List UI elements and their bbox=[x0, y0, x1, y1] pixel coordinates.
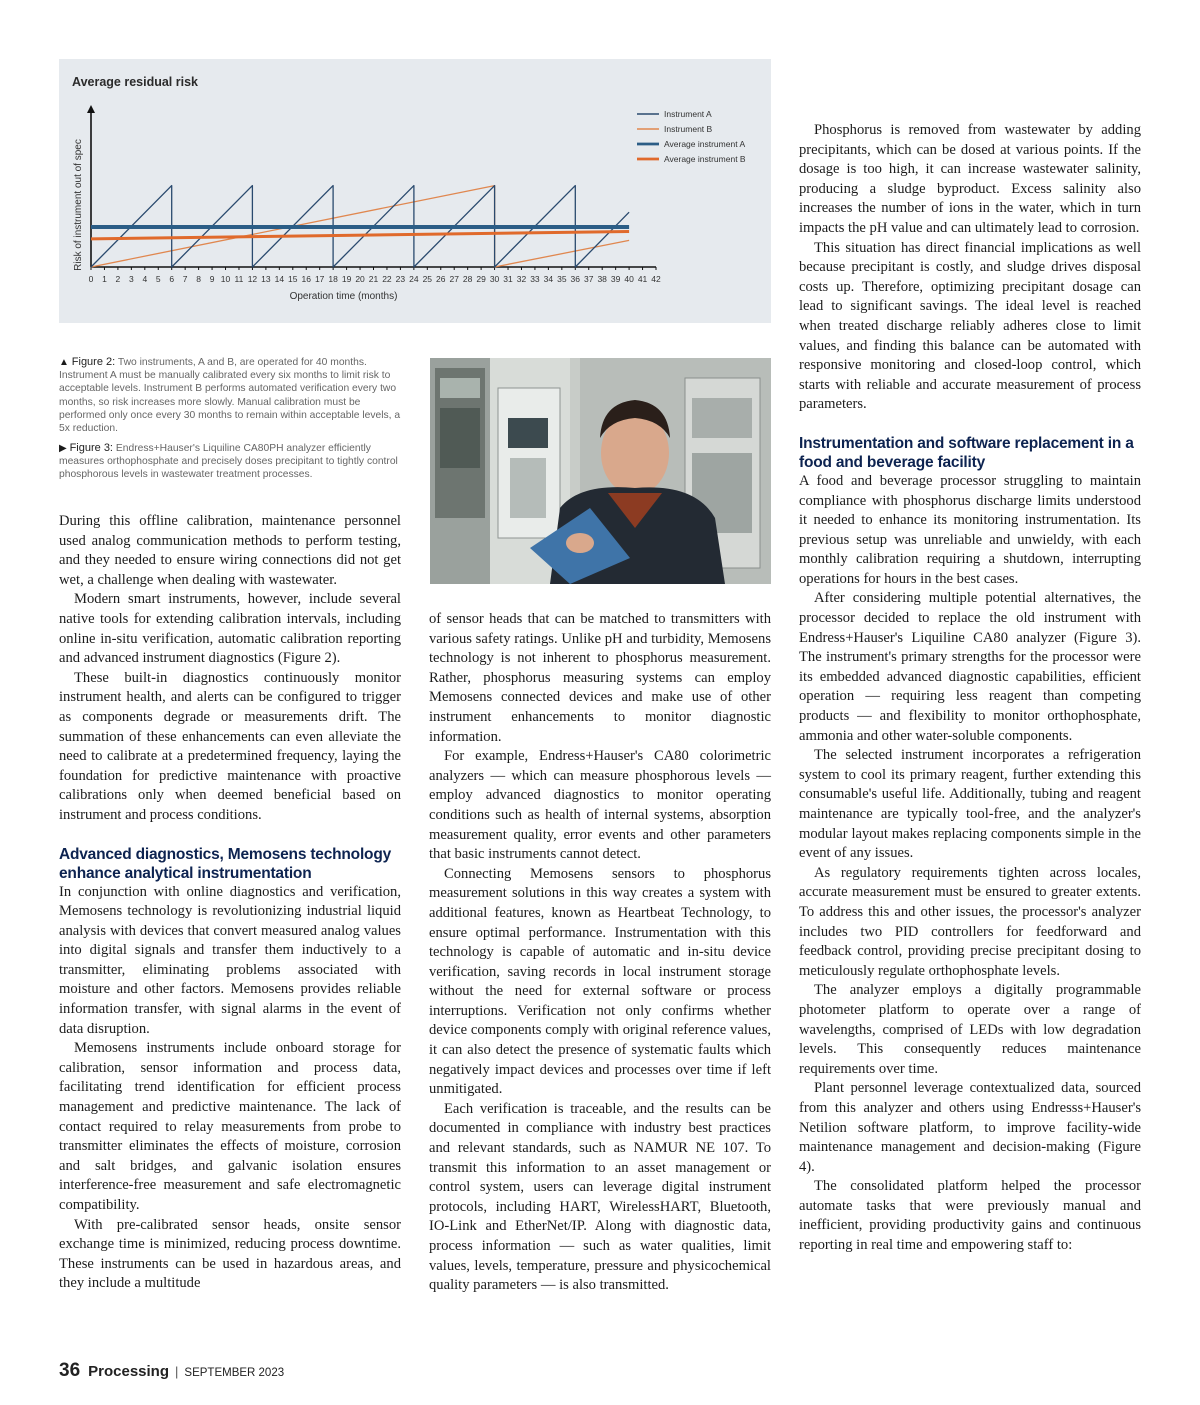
x-tick-label: 6 bbox=[169, 274, 175, 284]
paragraph: Memosens instruments include onboard storage for calibration, sensor information and process data, facilitating trend identification for efficient process management and predictive maintenance. The lack of contact required to relay measurements from probe to transmitter eliminates the effects of moisture, corrosion and salt bridges, and galvanic isolation ensures interference-free measurement and safe electromagnetic compatibility. bbox=[59, 1040, 401, 1213]
x-tick-label: 4 bbox=[142, 274, 148, 284]
column-1 bbox=[59, 512, 401, 1294]
paragraph: Connecting Memosens sensors to phosphorus measurement solutions in this way creates a system with additional features, known as Heartbeat Technology, to ensure optimal performance. Instrumentation with this technology is capable of automatic and in-situ device verification, saving records in local instrument storage without the need for external software or process interruptions. Verification not only confirms whether device components comply with original reference values, it can also detect the presence of systematic faults which negatively impact devices and processes over time if left unmitigated. bbox=[429, 865, 771, 1098]
x-tick-label: 0 bbox=[88, 274, 94, 284]
x-tick-label: 38 bbox=[597, 274, 607, 284]
triangle-up-icon: ▲ bbox=[59, 357, 69, 368]
x-tick-label: 27 bbox=[449, 274, 459, 284]
legend-label: Instrument B bbox=[664, 124, 713, 134]
x-tick-label: 3 bbox=[128, 274, 134, 284]
paragraph: Each verification is traceable, and the results can be documented in compliance with industry best practices and relevant standards, such as NAMUR NE 107. To transmit this information to an asset management or control system, users can leverage digital instrument protocols, including HART, WirelessHART, Bluetooth, IO-Link and EtherNet/IP. Along with diagnostic data, process information — such as water qualities, limit values, levels, temperature, pressure and physicochemical quality parameters — is also transmitted. bbox=[429, 1100, 771, 1294]
footer-separator: | bbox=[175, 1364, 179, 1379]
paragraph: With pre-calibrated sensor heads, onsite sensor exchange time is minimized, reducing process downtime. These instruments can be used in hazardous areas, and they include a multitude bbox=[59, 1216, 401, 1292]
x-tick-label: 37 bbox=[584, 274, 594, 284]
x-tick-label: 10 bbox=[220, 274, 231, 284]
x-tick-label: 40 bbox=[624, 274, 634, 284]
y-axis-arrow-icon bbox=[87, 105, 95, 113]
x-tick-label: 20 bbox=[355, 274, 365, 284]
paragraph: A food and beverage processor struggling to maintain compliance with phosphorus discharge limits understood it needed to enhance its monitoring instrumentation. Its previous setup was unreliable and unwieldy, with each monthly calibration requiring a shutdown, interrupting operations for hours in the best cases. bbox=[799, 472, 1141, 587]
x-tick-label: 36 bbox=[570, 274, 581, 284]
x-tick-label: 24 bbox=[409, 274, 419, 284]
x-tick-label: 1 bbox=[102, 274, 107, 284]
x-tick-label: 29 bbox=[476, 274, 486, 284]
x-tick-label: 7 bbox=[182, 274, 188, 284]
paragraph: For example, Endress+Hauser's CA80 colorimetric analyzers — which can measure phosphorous levels — employ advanced diagnostics to monitor operating conditions such as health of internal systems, absorption measurement quality, error events and other parameters that basic instruments cannot detect. bbox=[429, 748, 771, 863]
x-tick-label: 32 bbox=[516, 274, 527, 284]
x-tick-label: 18 bbox=[328, 274, 338, 284]
paragraph: These built-in diagnostics continuously monitor instrument health, and alerts can be configured to trigger as components degrade or measurements drift. The summation of these enhancements can even alleviate the need to calibrate at a predetermined frequency, laying the foundation for predictive maintenance with proactive calibrations only when deemed beneficial based on instrument and process conditions. bbox=[59, 669, 401, 823]
x-tick-label: 23 bbox=[395, 274, 406, 284]
x-tick-label: 12 bbox=[247, 274, 258, 284]
paragraph: During this offline calibration, maintenance personnel used analog communication methods to perform testing, and they needed to ensure wiring connections did not get wet, a challenge when dealing with wastewater. bbox=[59, 513, 401, 588]
x-tick-label: 9 bbox=[209, 274, 215, 284]
paragraph: Modern smart instruments, however, include several native tools for extending calibration intervals, including online in-situ verification, automatic calibration reporting and advanced instrument diagnostics (Figure 2). bbox=[59, 591, 401, 667]
x-tick-label: 33 bbox=[530, 274, 540, 284]
paragraph: Plant personnel leverage contextualized data, sourced from this analyzer and others using Endresss+Hauser's Netilion software platform, to improve facility-wide maintenance management and decision-making (Figure 4). bbox=[799, 1080, 1141, 1175]
x-tick-label: 15 bbox=[288, 274, 298, 284]
technician-photo-illustration bbox=[430, 358, 771, 584]
x-tick-label: 25 bbox=[422, 274, 433, 284]
x-tick-label: 34 bbox=[543, 274, 554, 284]
paragraph: Phosphorus is removed from wastewater by adding precipitants, which can be dosed at various points. If the dosage is too high, it can increase wastewater salinity, producing a sludge byproduct. Excess salinity also increases the number of ions in the water, which in turn impacts the pH value and can ultimately lead to corrosion. bbox=[799, 122, 1141, 236]
x-tick-label: 16 bbox=[301, 274, 311, 284]
figure-3-caption bbox=[59, 442, 404, 482]
figure-2-label: Figure 2: bbox=[71, 356, 116, 368]
x-tick-label: 14 bbox=[274, 274, 285, 284]
column-3 bbox=[799, 121, 1141, 1256]
page-footer bbox=[59, 1360, 284, 1382]
paragraph: After considering multiple potential alternatives, the processor decided to replace the old instrument with Endress+Hauser's Liquiline CA80 analyzer (Figure 3). The instrument's primary strengths for the processor were its embedded advanced diagnostic capabilities, efficient operation — requiring less reagent than competing products — and flexibility to monitor orthophosphate, ammonia and other water-soluble components. bbox=[799, 590, 1141, 744]
column-2 bbox=[429, 610, 771, 1296]
x-tick-label: 39 bbox=[610, 274, 621, 284]
paragraph: In conjunction with online diagnostics and verification, Memosens technology is revolutionizing industrial liquid analysis with devices that convert measured analog values into digital signals and transfer them inductively to a transmitter, eliminating problems associated with moisture and other factors. Memosens provides reliable information transfer, with signal alarms in the event of data disruption. bbox=[59, 883, 401, 1037]
chart-title: Average residual risk bbox=[72, 75, 198, 89]
magazine-name: Processing bbox=[88, 1363, 170, 1380]
chart-svg bbox=[59, 59, 771, 323]
x-tick-label: 31 bbox=[503, 274, 513, 284]
x-tick-label: 26 bbox=[436, 274, 446, 284]
figure-3-text: Endress+Hauser's Liquiline CA80PH analyzer efficiently measures orthophosphate and precisely doses precipitant to tightly control phosphorous levels in wastewater treatment processes. bbox=[59, 443, 398, 481]
paragraph: The analyzer employs a digitally programmable photometer platform to operate over a range of wavelengths, comprised of LEDs with low degradation levels. This consequently reduces maintenance requirements over time. bbox=[799, 982, 1141, 1077]
x-axis-label: Operation time (months) bbox=[289, 291, 398, 302]
legend-label: Instrument A bbox=[664, 109, 712, 119]
x-tick-label: 19 bbox=[341, 274, 352, 284]
legend-label: Average instrument A bbox=[664, 139, 746, 149]
paragraph: of sensor heads that can be matched to transmitters with various safety ratings. Unlike pH and turbidity, Memosens technology is not inherent to phosphorus measurement. Rather, phosphorus measuring systems can employ Memosens connected devices and make use of other instrument enhancements to monitor diagnostic information. bbox=[429, 611, 771, 745]
x-tick-label: 8 bbox=[196, 274, 201, 284]
issue-date: SEPTEMBER 2023 bbox=[184, 1367, 285, 1379]
y-axis-label: Risk of instrument out of spec bbox=[73, 139, 84, 271]
triangle-right-icon: ▶ bbox=[59, 443, 67, 454]
x-tick-label: 11 bbox=[234, 274, 244, 284]
paragraph: The consolidated platform helped the processor automate tasks that were previously manual and inefficient, providing productivity gains and continuous reporting in real time and empowering staff to: bbox=[799, 1178, 1141, 1254]
paragraph: This situation has direct financial implications as well because precipitant is costly, and sludge drives disposal costs up. Therefore, optimizing precipitant dosage can lead to significant savings. The ideal level is reached when treated discharge reliably adheres close to limit values, and finding this balance can be automated with responsive monitoring and closed-loop control, which starts with reliable and accurate measurement of process parameters. bbox=[799, 239, 1141, 413]
figure-2-chart bbox=[59, 59, 771, 323]
x-tick-label: 28 bbox=[462, 274, 473, 284]
figure-2-caption bbox=[59, 356, 404, 435]
x-tick-label: 42 bbox=[651, 274, 661, 284]
x-tick-label: 35 bbox=[557, 274, 567, 284]
figure-2-text: Two instruments, A and B, are operated for 40 months. Instrument A must be manually calibrated every six months to limit risk to acceptable levels. Instrument B performs automated verification every two months, so risk increases more slowly. Manual calibration must be performed only once every 30 months to remain within acceptable levels, a 5x reduction. bbox=[59, 357, 401, 435]
x-tick-label: 21 bbox=[368, 274, 379, 284]
section-heading: Advanced diagnostics, Memosens technology enhance analytical instrumentation bbox=[59, 845, 392, 882]
figure-3-label: Figure 3: bbox=[69, 442, 113, 454]
paragraph: As regulatory requirements tighten across locales, accurate measurement must be ensured to greater extents. To address this and other issues, the processor's analyzer includes two PID controllers for feedforward and feedback control, providing precise precipitant dosing to meticulously regulate orthophosphate levels. bbox=[799, 864, 1141, 979]
paragraph: The selected instrument incorporates a refrigeration system to cool its primary reagent, further extending this consumable's useful life. Additionally, tubing and reagent maintenance are typically tool-free, and the analyzer's modular layout makes replacing components simple in the event of any issues. bbox=[799, 747, 1141, 862]
x-tick-label: 17 bbox=[314, 274, 325, 284]
x-tick-label: 2 bbox=[115, 274, 121, 284]
page-number: 36 bbox=[59, 1360, 81, 1381]
figure-3-photo bbox=[430, 358, 771, 584]
section-heading: Instrumentation and software replacement in a food and beverage facility bbox=[799, 434, 1134, 471]
x-tick-label: 41 bbox=[637, 274, 648, 284]
x-tick-label: 22 bbox=[382, 274, 392, 284]
x-tick-label: 13 bbox=[261, 274, 271, 284]
x-tick-label: 5 bbox=[155, 274, 161, 284]
legend-label: Average instrument B bbox=[664, 154, 746, 164]
x-tick-label: 30 bbox=[489, 274, 500, 284]
